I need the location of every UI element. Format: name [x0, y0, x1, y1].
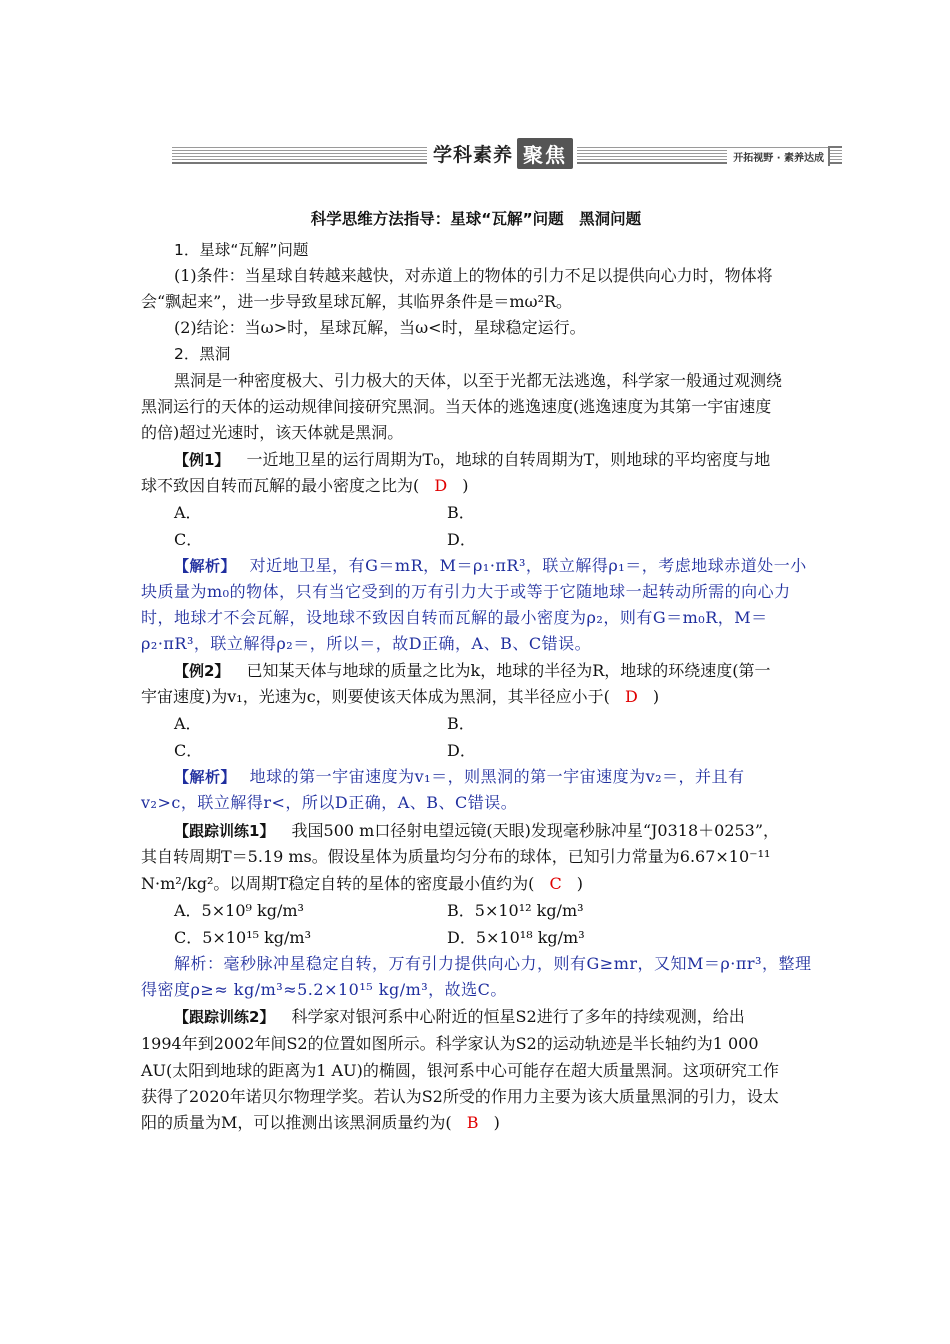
question-text: 我国500 m口径射电望远镜(天眼)发现毫秒脉冲星“J0318＋0253”， — [291, 821, 780, 840]
solution-text: 地球的第一宇宙速度为v₁＝，则黑洞的第一宇宙速度为v₂＝，并且有 — [249, 767, 745, 786]
option-d: D． — [447, 741, 476, 760]
question-text: 球不致因自转而瓦解的最小密度之比为( — [141, 476, 420, 495]
paragraph-line: 的倍)超过光速时，该天体就是黑洞。 — [141, 423, 404, 442]
option-a: A． — [174, 714, 202, 733]
options-row — [141, 738, 811, 764]
solution-line: 解析：毫秒脉冲星稳定自转，万有引力提供向心力，则有G≥mr，又知M＝ρ·πr³，整理 — [174, 954, 812, 973]
question-text: N·m²/kg²。以周期T稳定自转的星体的密度最小值约为( — [141, 874, 535, 893]
options-row — [141, 925, 811, 951]
option-c: C． — [174, 741, 203, 760]
options-row — [141, 711, 811, 737]
banner-title-main: 学科素养 — [433, 143, 514, 166]
section-heading: 2．黑洞 — [174, 345, 231, 363]
question-text: ) — [462, 476, 469, 495]
banner-label — [427, 138, 577, 168]
paragraph-line: 黑洞运行的天体的运动规律间接研究黑洞。当天体的逃逸速度(逃逸速度为其第一宇宙速度 — [141, 397, 772, 416]
options-row — [141, 500, 811, 526]
solution-line: ρ₂·πR³，联立解得ρ₂＝，所以＝，故D正确，A、B、C错误。 — [141, 634, 592, 653]
option-b: B． — [447, 503, 475, 522]
paragraph-line: 黑洞是一种密度极大、引力极大的天体，以至于光都无法逃逸，科学家一般通过观测绕 — [174, 371, 783, 390]
paragraph-line: (2)结论：当ω>时，星球瓦解，当ω<时，星球稳定运行。 — [174, 318, 586, 337]
banner-corner — [828, 146, 842, 166]
section-banner — [172, 138, 842, 172]
solution-text: 对近地卫星，有G＝mR，M＝ρ₁·πR³，联立解得ρ₁＝，考虑地球赤道处一小 — [249, 556, 807, 575]
option-d: D．5×10¹⁸ kg/m³ — [447, 928, 585, 947]
example-tag: 【例2】 — [174, 662, 230, 680]
question-text: 科学家对银河系中心附近的恒星S2进行了多年的持续观测，给出 — [291, 1007, 745, 1026]
question-text: ) — [493, 1113, 500, 1132]
solution-line: v₂>c，联立解得r<，所以D正确，A、B、C错误。 — [141, 793, 518, 812]
question-text: 已知某天体与地球的质量之比为k，地球的半径为R，地球的环绕速度(第一 — [246, 661, 771, 680]
solution-tag: 【解析】 — [174, 557, 237, 575]
answer-mark: D — [625, 687, 638, 706]
options-row — [141, 527, 811, 553]
answer-mark: B — [466, 1113, 479, 1132]
exercise-tag: 【跟踪训练2】 — [174, 1008, 275, 1026]
question-line — [141, 871, 811, 897]
question-line: 其自转周期T＝5.19 ms。假设星体为质量均匀分布的球体，已知引力常量为6.67×10⁻¹¹ — [141, 847, 771, 866]
solution-line: 得密度ρ≥≈ kg/m³≈5.2×10¹⁵ kg/m³，故选C。 — [141, 980, 507, 999]
example-tag: 【例1】 — [174, 451, 230, 469]
options-row — [141, 898, 811, 924]
section-heading: 1．星球“瓦解”问题 — [174, 241, 309, 259]
exercise-question — [141, 818, 811, 844]
question-line — [141, 684, 811, 710]
question-text: 宇宙速度)为v₁，光速为c，则要使该天体成为黑洞，其半径应小于( — [141, 687, 610, 706]
question-line: 获得了2020年诺贝尔物理学奖。若认为S2所受的作用力主要为该大质量黑洞的引力，设太 — [141, 1087, 779, 1106]
option-d: D． — [447, 530, 476, 549]
question-line: 1994年到2002年间S2的位置如图所示。科学家认为S2的运动轨迹是半长轴约为1 000 — [141, 1034, 759, 1053]
option-a: A．5×10⁹ kg/m³ — [174, 901, 304, 920]
option-b: B． — [447, 714, 475, 733]
question-text: 阳的质量为M，可以推测出该黑洞质量约为( — [141, 1113, 452, 1132]
question-text: ) — [652, 687, 660, 706]
solution-line: 块质量为m₀的物体，只有当它受到的万有引力大于或等于它随地球一起转动所需的向心力 — [141, 582, 791, 601]
solution-line: 时，地球才不会瓦解，设地球不致因自转而瓦解的最小密度为ρ₂，则有G＝m₀R，M＝ — [141, 608, 768, 627]
question-line — [141, 1110, 811, 1136]
paragraph-line: 会“飘起来”，进一步导致星球瓦解，其临界条件是＝mω²R。 — [141, 292, 573, 311]
banner-title-accent: 聚焦 — [517, 138, 573, 169]
option-c: C． — [174, 530, 203, 549]
solution-line — [141, 553, 811, 579]
option-c: C．5×10¹⁵ kg/m³ — [174, 928, 312, 947]
exercise-tag: 【跟踪训练1】 — [174, 822, 275, 840]
solution-tag: 【解析】 — [174, 768, 237, 786]
question-line — [141, 473, 811, 499]
banner-slogan: 开拓视野 · 素养达成 — [727, 149, 830, 164]
exercise-question — [141, 1004, 811, 1030]
option-a: A． — [174, 503, 202, 522]
example-question — [141, 447, 811, 473]
option-b: B．5×10¹² kg/m³ — [447, 901, 584, 920]
question-line: AU(太阳到地球的距离为1 AU)的椭圆，银河系中心可能存在超大质量黑洞。这项研究工作 — [141, 1061, 779, 1080]
solution-line — [141, 764, 811, 790]
question-text: ) — [576, 874, 584, 893]
paragraph-line: (1)条件：当星球自转越来越快，对赤道上的物体的引力不足以提供向心力时，物体将 — [174, 266, 773, 285]
question-text: 一近地卫星的运行周期为T₀，地球的自转周期为T，则地球的平均密度与地 — [246, 450, 771, 469]
example-question — [141, 658, 811, 684]
page-title: 科学思维方法指导：星球“瓦解”问题 黑洞问题 — [310, 210, 642, 228]
answer-mark: C — [549, 874, 562, 893]
answer-mark: D — [434, 476, 448, 495]
